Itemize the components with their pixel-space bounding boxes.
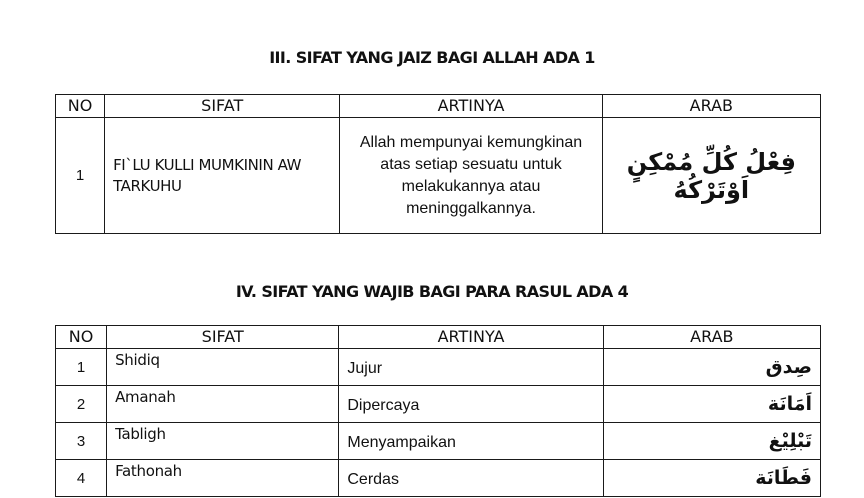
sifat-name: FI`LU KULLI MUMKININ AW TARKUHU [105, 118, 340, 234]
rasul-wajib-table [55, 325, 821, 497]
row-number: 3 [56, 423, 107, 460]
section-4-title: IV. SIFAT YANG WAJIB BAGI PARA RASUL ADA 4 [235, 282, 629, 301]
sifat-arabic: اَمَانَة [603, 386, 820, 423]
header-artinya: ARTINYA [340, 95, 602, 118]
header-sifat: SIFAT [107, 326, 339, 349]
table-row [56, 386, 821, 423]
header-artinya: ARTINYA [339, 326, 603, 349]
row-number: 4 [56, 460, 107, 497]
table-row [56, 423, 821, 460]
sifat-arabic: فِعْلُ كُلِّ مُمْكِنٍ اَوْتَرْكُهُ [602, 118, 820, 234]
sifat-name: Fathonah [107, 460, 339, 497]
table-row [56, 118, 821, 234]
sifat-meaning: Dipercaya [339, 386, 603, 423]
row-number: 2 [56, 386, 107, 423]
table-row [56, 349, 821, 386]
header-sifat: SIFAT [105, 95, 340, 118]
row-number: 1 [56, 118, 105, 234]
table-row [56, 460, 821, 497]
section-3-title: III. SIFAT YANG JAIZ BAGI ALLAH ADA 1 [269, 48, 595, 67]
sifat-name: Amanah [107, 386, 339, 423]
jaiz-table [55, 94, 821, 234]
sifat-arabic: صِدق [603, 349, 820, 386]
header-arab: ARAB [603, 326, 820, 349]
header-no: NO [56, 326, 107, 349]
sifat-arabic: تَبْلِيْغ [603, 423, 820, 460]
sifat-meaning: Jujur [339, 349, 603, 386]
header-no: NO [56, 95, 105, 118]
table-header-row [56, 95, 821, 118]
sifat-name: Tabligh [107, 423, 339, 460]
sifat-name: Shidiq [107, 349, 339, 386]
sifat-arabic: فَطَانَة [603, 460, 820, 497]
header-arab: ARAB [602, 95, 820, 118]
table-header-row [56, 326, 821, 349]
row-number: 1 [56, 349, 107, 386]
sifat-meaning: Cerdas [339, 460, 603, 497]
sifat-meaning: Menyampaikan [339, 423, 603, 460]
sifat-meaning: Allah mempunyai kemungkinan atas setiap sesuatu untuk melakukannya atau meninggalkannya. [340, 118, 602, 234]
